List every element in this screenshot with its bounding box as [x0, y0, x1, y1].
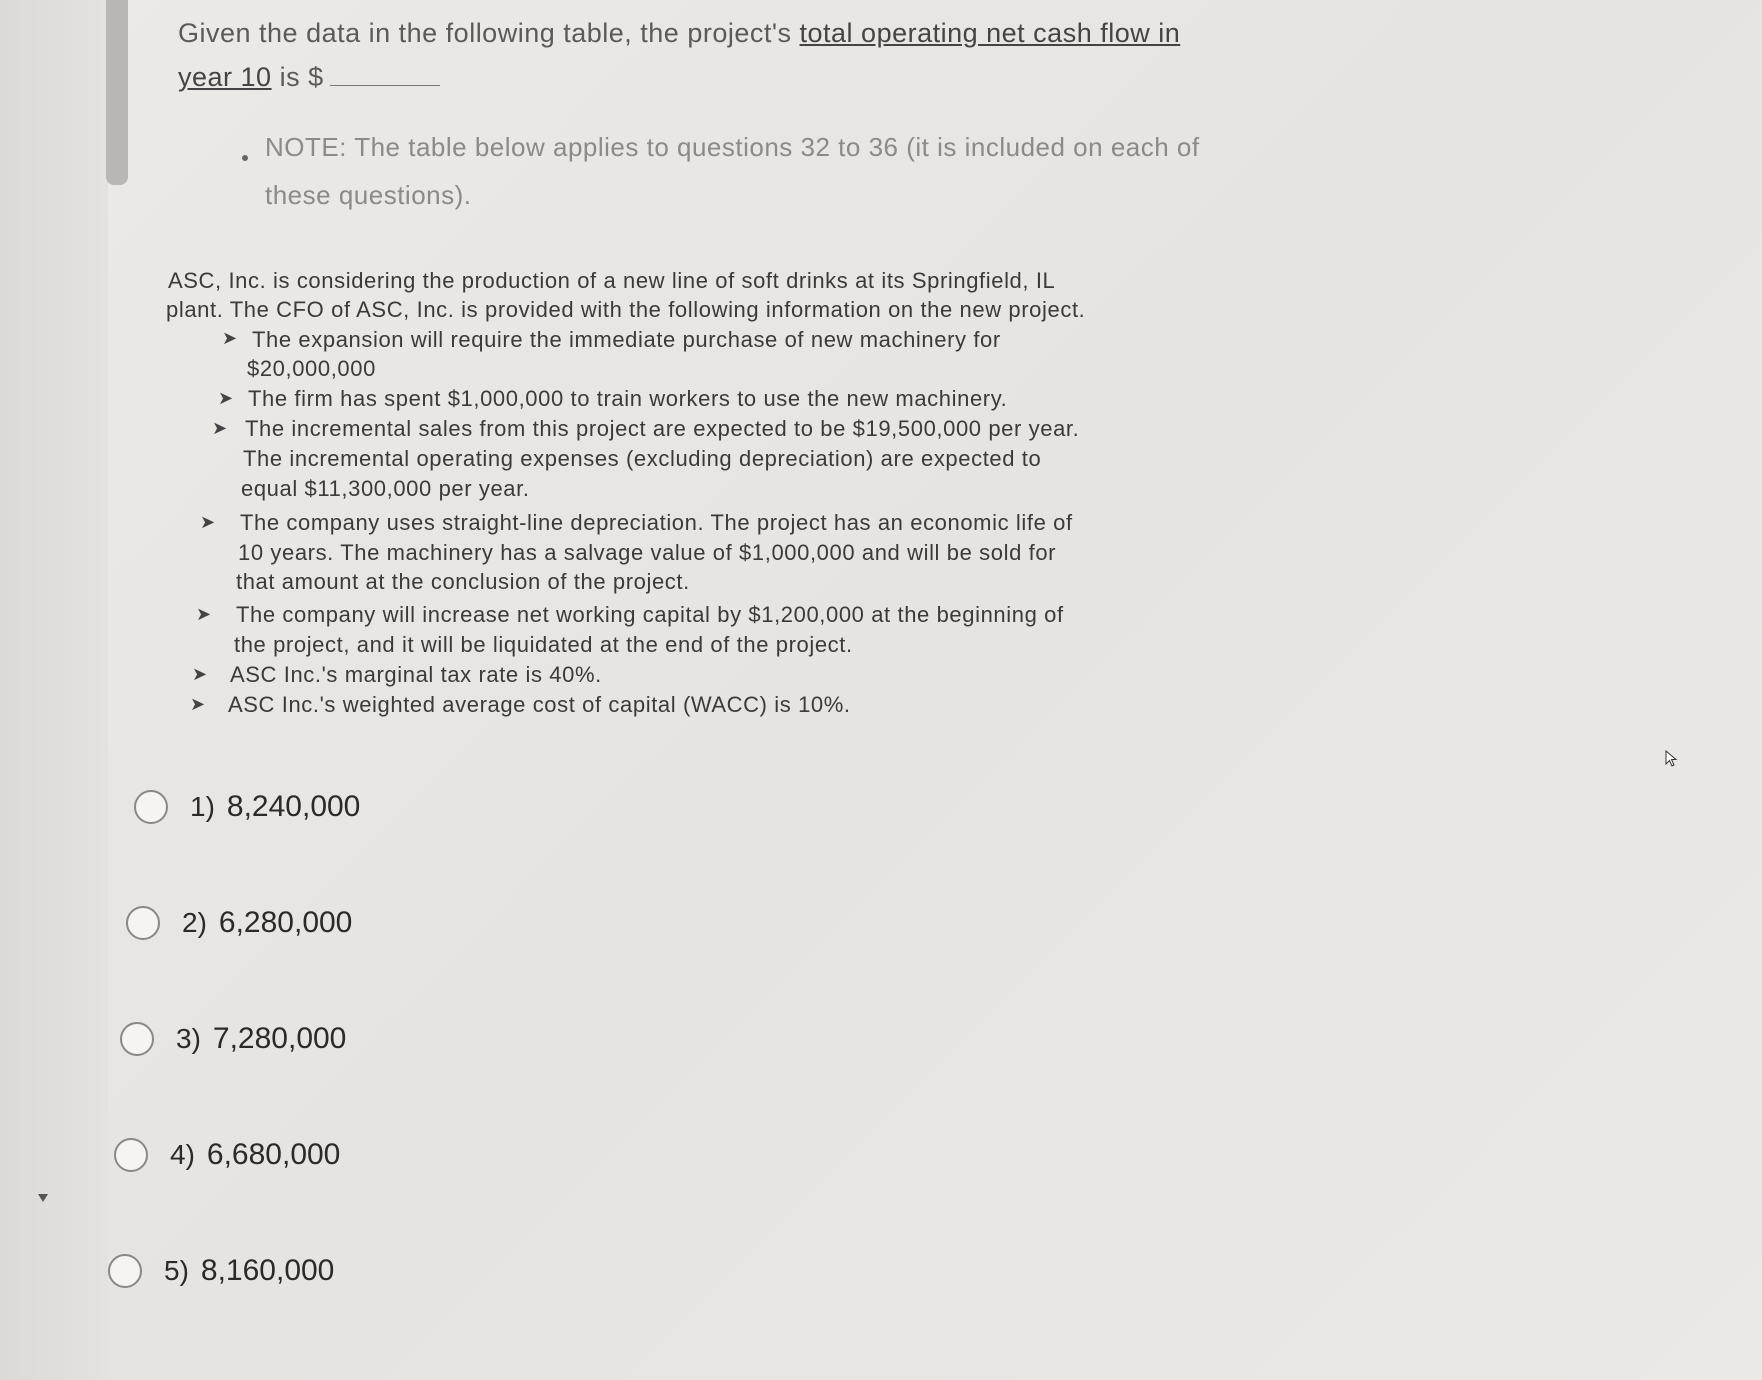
bullet-3-line-2: The incremental operating expenses (excluding depreciation) are expected to: [243, 446, 1042, 471]
bullet-4-line-3: that amount at the conclusion of the project.: [236, 569, 690, 594]
bullet-5-line-1: The company will increase net working capital by $1,200,000 at the beginning of: [236, 602, 1064, 627]
bullet-6-line-1: ASC Inc.'s marginal tax rate is 40%.: [230, 662, 602, 687]
arrow-bullet-icon: ➤: [222, 328, 238, 348]
question-line-1: [178, 18, 1180, 49]
option-value: 6,680,000: [206, 1138, 341, 1171]
answer-option-4[interactable]: [114, 1138, 340, 1172]
radio-button[interactable]: [120, 1022, 154, 1056]
answer-option-5[interactable]: [108, 1254, 334, 1288]
answer-blank: [330, 85, 440, 86]
arrow-bullet-icon: ➤: [196, 604, 212, 624]
option-number: 2): [182, 907, 207, 938]
left-gutter: [0, 0, 108, 1380]
answer-option-2[interactable]: [126, 906, 352, 940]
option-value: 7,280,000: [212, 1022, 347, 1055]
question-suffix: is $: [271, 62, 324, 92]
option-value: 6,280,000: [218, 906, 353, 939]
bullet-2-line-1: The firm has spent $1,000,000 to train workers to use the new machinery.: [248, 386, 1008, 411]
bullet-3-line-1: The incremental sales from this project are expected to be $19,500,000 per year.: [245, 416, 1080, 441]
arrow-bullet-icon: ➤: [200, 512, 216, 532]
bullet-4-line-1: The company uses straight-line depreciation. The project has an economic life of: [240, 510, 1073, 535]
answer-option-3[interactable]: [120, 1022, 346, 1056]
radio-button[interactable]: [108, 1254, 142, 1288]
option-number: 1): [190, 791, 215, 822]
option-value: 8,240,000: [226, 790, 361, 823]
question-line-2: [178, 62, 440, 93]
scenario-intro-2: plant. The CFO of ASC, Inc. is provided with the following information on the new project.: [166, 297, 1086, 322]
bullet-3-line-3: equal $11,300,000 per year.: [241, 476, 530, 501]
question-prefix: Given the data in the following table, the project's: [178, 18, 800, 48]
bullet-4-line-2: 10 years. The machinery has a salvage value of $1,000,000 and will be sold for: [238, 540, 1057, 565]
note-line-2: these questions).: [265, 180, 472, 210]
arrow-bullet-icon: ➤: [192, 664, 208, 684]
radio-button[interactable]: [114, 1138, 148, 1172]
bullet-5-line-2: the project, and it will be liquidated at the end of the project.: [234, 632, 853, 657]
question-underlined-2: year 10: [178, 62, 272, 92]
radio-button[interactable]: [134, 790, 168, 824]
option-value: 8,160,000: [200, 1254, 335, 1287]
bullet-icon: [242, 155, 248, 161]
question-underlined-1: total operating net cash flow in: [799, 18, 1181, 48]
bullet-1-line-1: The expansion will require the immediate purchase of new machinery for: [252, 327, 1001, 352]
arrow-bullet-icon: ➤: [212, 418, 228, 438]
option-number: 4): [170, 1139, 195, 1170]
mouse-cursor-icon: [1665, 750, 1681, 768]
answer-option-1[interactable]: [134, 790, 360, 824]
arrow-bullet-icon: ➤: [218, 388, 234, 408]
option-number: 5): [164, 1255, 189, 1286]
arrow-bullet-icon: ➤: [190, 694, 206, 714]
bullet-1-line-2: $20,000,000: [247, 356, 376, 381]
bullet-7-line-1: ASC Inc.'s weighted average cost of capital (WACC) is 10%.: [228, 692, 851, 717]
scenario-intro-1: ASC, Inc. is considering the production of a new line of soft drinks at its Springfield, IL: [168, 268, 1056, 293]
radio-button[interactable]: [126, 906, 160, 940]
note-line-1: NOTE: The table below applies to questions 32 to 36 (it is included on each of: [265, 132, 1200, 162]
scrollbar-thumb[interactable]: [106, 0, 128, 185]
option-number: 3): [176, 1023, 201, 1054]
scroll-down-icon[interactable]: [38, 1194, 48, 1202]
